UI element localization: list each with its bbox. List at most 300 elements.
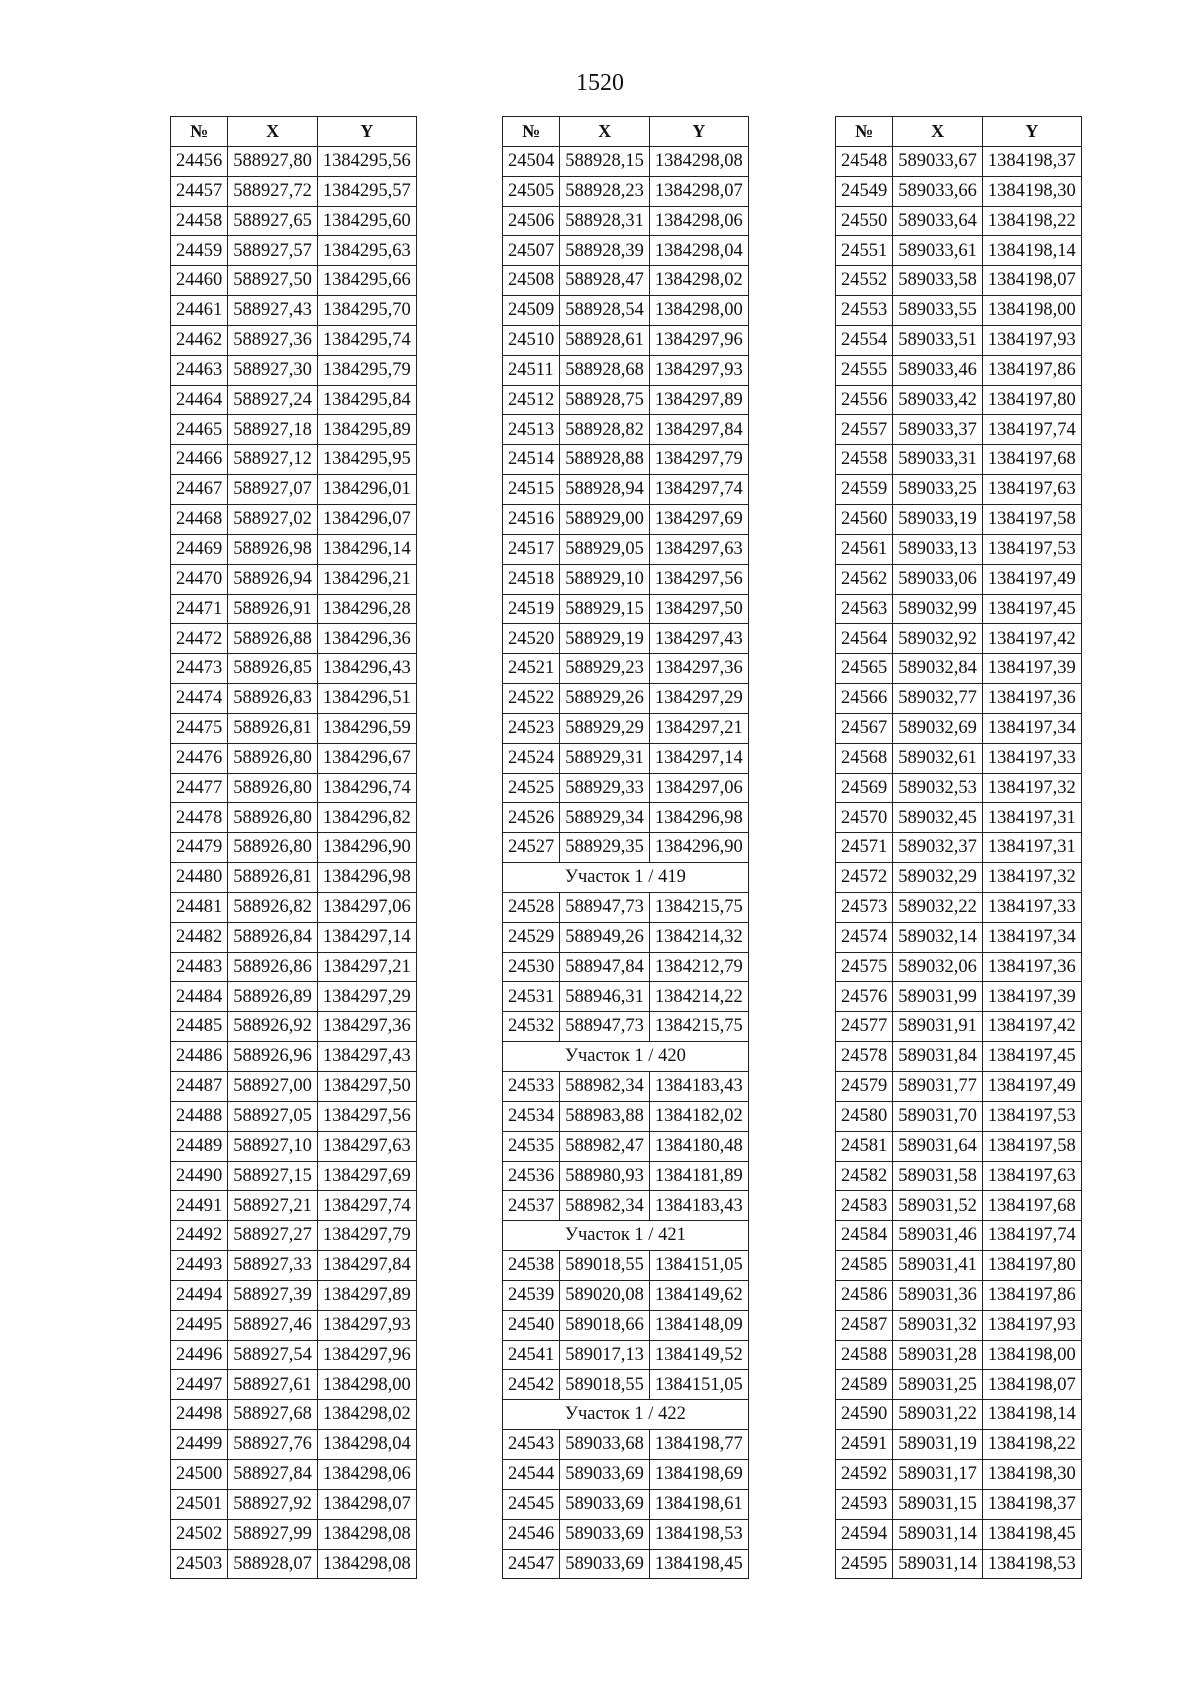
point-number: 24491	[171, 1191, 228, 1221]
table-row	[503, 564, 749, 594]
x-coordinate: 588927,27	[228, 1221, 318, 1251]
x-coordinate: 588947,84	[560, 952, 650, 982]
x-coordinate: 589031,25	[893, 1370, 983, 1400]
y-coordinate: 1384296,14	[317, 534, 416, 564]
table-row	[503, 176, 749, 206]
y-coordinate: 1384296,90	[317, 833, 416, 863]
point-number: 24585	[836, 1251, 893, 1281]
y-coordinate: 1384297,50	[649, 594, 748, 624]
x-coordinate: 588928,75	[560, 385, 650, 415]
y-coordinate: 1384198,00	[982, 296, 1081, 326]
header-x: X	[228, 117, 318, 147]
table-row	[503, 803, 749, 833]
table-row	[171, 1430, 417, 1460]
point-number: 24480	[171, 863, 228, 893]
table-row	[171, 176, 417, 206]
table-row	[503, 1310, 749, 1340]
table-row	[836, 1280, 1082, 1310]
y-coordinate: 1384297,74	[649, 475, 748, 505]
y-coordinate: 1384296,51	[317, 684, 416, 714]
x-coordinate: 589032,06	[893, 952, 983, 982]
x-coordinate: 588926,89	[228, 982, 318, 1012]
table-row	[503, 266, 749, 296]
point-number: 24546	[503, 1519, 560, 1549]
y-coordinate: 1384296,01	[317, 475, 416, 505]
table-row	[503, 1519, 749, 1549]
table-row	[836, 952, 1082, 982]
table-row	[171, 743, 417, 773]
table-row	[836, 1549, 1082, 1579]
y-coordinate: 1384197,49	[982, 1072, 1081, 1102]
table-row	[503, 475, 749, 505]
x-coordinate: 589033,61	[893, 236, 983, 266]
y-coordinate: 1384297,89	[317, 1280, 416, 1310]
y-coordinate: 1384197,33	[982, 743, 1081, 773]
point-number: 24580	[836, 1101, 893, 1131]
table-row	[171, 146, 417, 176]
point-number: 24556	[836, 385, 893, 415]
y-coordinate: 1384296,59	[317, 713, 416, 743]
table-header-row	[171, 117, 417, 147]
coordinate-table-2	[502, 116, 749, 1579]
point-number: 24522	[503, 684, 560, 714]
table-row	[836, 385, 1082, 415]
y-coordinate: 1384295,84	[317, 385, 416, 415]
point-number: 24547	[503, 1549, 560, 1579]
point-number: 24524	[503, 743, 560, 773]
x-coordinate: 589031,84	[893, 1042, 983, 1072]
table-row	[836, 1042, 1082, 1072]
point-number: 24482	[171, 922, 228, 952]
y-coordinate: 1384297,79	[649, 445, 748, 475]
table-row	[171, 385, 417, 415]
section-row	[503, 1400, 749, 1430]
point-number: 24488	[171, 1101, 228, 1131]
table-row	[503, 1251, 749, 1281]
point-number: 24512	[503, 385, 560, 415]
x-coordinate: 588927,39	[228, 1280, 318, 1310]
y-coordinate: 1384295,74	[317, 325, 416, 355]
table-row	[171, 1340, 417, 1370]
point-number: 24475	[171, 713, 228, 743]
point-number: 24527	[503, 833, 560, 863]
x-coordinate: 588928,61	[560, 325, 650, 355]
point-number: 24531	[503, 982, 560, 1012]
table-row	[503, 146, 749, 176]
point-number: 24494	[171, 1280, 228, 1310]
y-coordinate: 1384197,31	[982, 833, 1081, 863]
x-coordinate: 589031,46	[893, 1221, 983, 1251]
section-label: Участок 1 / 421	[503, 1221, 749, 1251]
table-row	[503, 355, 749, 385]
y-coordinate: 1384295,89	[317, 415, 416, 445]
point-number: 24581	[836, 1131, 893, 1161]
x-coordinate: 589033,06	[893, 564, 983, 594]
y-coordinate: 1384197,31	[982, 803, 1081, 833]
y-coordinate: 1384297,36	[317, 1012, 416, 1042]
y-coordinate: 1384198,61	[649, 1489, 748, 1519]
point-number: 24485	[171, 1012, 228, 1042]
y-coordinate: 1384296,21	[317, 564, 416, 594]
table-row	[171, 654, 417, 684]
table-row	[171, 1251, 417, 1281]
x-coordinate: 589033,68	[560, 1430, 650, 1460]
point-number: 24495	[171, 1310, 228, 1340]
table-row	[836, 1072, 1082, 1102]
point-number: 24510	[503, 325, 560, 355]
y-coordinate: 1384297,93	[649, 355, 748, 385]
y-coordinate: 1384297,79	[317, 1221, 416, 1251]
y-coordinate: 1384197,34	[982, 922, 1081, 952]
x-coordinate: 588927,92	[228, 1489, 318, 1519]
y-coordinate: 1384296,90	[649, 833, 748, 863]
table-row	[503, 1191, 749, 1221]
point-number: 24469	[171, 534, 228, 564]
y-coordinate: 1384296,43	[317, 654, 416, 684]
x-coordinate: 588928,39	[560, 236, 650, 266]
x-coordinate: 589033,69	[560, 1549, 650, 1579]
point-number: 24570	[836, 803, 893, 833]
table-row	[171, 504, 417, 534]
point-number: 24566	[836, 684, 893, 714]
x-coordinate: 589033,19	[893, 504, 983, 534]
point-number: 24484	[171, 982, 228, 1012]
section-label: Участок 1 / 420	[503, 1042, 749, 1072]
point-number: 24550	[836, 206, 893, 236]
table-row	[836, 176, 1082, 206]
y-coordinate: 1384197,32	[982, 863, 1081, 893]
table-row	[836, 534, 1082, 564]
y-coordinate: 1384297,74	[317, 1191, 416, 1221]
point-number: 24466	[171, 445, 228, 475]
x-coordinate: 588927,05	[228, 1101, 318, 1131]
x-coordinate: 588926,82	[228, 892, 318, 922]
table-row	[171, 1310, 417, 1340]
y-coordinate: 1384298,04	[649, 236, 748, 266]
point-number: 24464	[171, 385, 228, 415]
x-coordinate: 588927,00	[228, 1072, 318, 1102]
point-number: 24577	[836, 1012, 893, 1042]
point-number: 24465	[171, 415, 228, 445]
point-number: 24493	[171, 1251, 228, 1281]
point-number: 24515	[503, 475, 560, 505]
x-coordinate: 589033,69	[560, 1519, 650, 1549]
header-y: Y	[982, 117, 1081, 147]
x-coordinate: 588926,81	[228, 863, 318, 893]
table-row	[836, 146, 1082, 176]
y-coordinate: 1384149,52	[649, 1340, 748, 1370]
table-row	[836, 773, 1082, 803]
table-row	[171, 1221, 417, 1251]
y-coordinate: 1384298,00	[317, 1370, 416, 1400]
point-number: 24504	[503, 146, 560, 176]
table-row	[171, 236, 417, 266]
x-coordinate: 588982,34	[560, 1072, 650, 1102]
x-coordinate: 588947,73	[560, 892, 650, 922]
table-row	[836, 236, 1082, 266]
table-row	[503, 624, 749, 654]
table-row	[503, 206, 749, 236]
y-coordinate: 1384297,69	[649, 504, 748, 534]
x-coordinate: 588928,23	[560, 176, 650, 206]
y-coordinate: 1384198,77	[649, 1430, 748, 1460]
section-row	[503, 1042, 749, 1072]
table-row	[836, 475, 1082, 505]
table-row	[503, 1430, 749, 1460]
y-coordinate: 1384297,63	[317, 1131, 416, 1161]
y-coordinate: 1384297,84	[317, 1251, 416, 1281]
x-coordinate: 588927,43	[228, 296, 318, 326]
y-coordinate: 1384297,29	[649, 684, 748, 714]
y-coordinate: 1384197,86	[982, 355, 1081, 385]
table-row	[171, 325, 417, 355]
table-row	[171, 1161, 417, 1191]
table-row	[503, 1161, 749, 1191]
x-coordinate: 589031,52	[893, 1191, 983, 1221]
point-number: 24583	[836, 1191, 893, 1221]
table-row	[503, 236, 749, 266]
y-coordinate: 1384297,21	[317, 952, 416, 982]
table-row	[171, 1012, 417, 1042]
y-coordinate: 1384182,02	[649, 1101, 748, 1131]
x-coordinate: 588928,88	[560, 445, 650, 475]
x-coordinate: 589031,70	[893, 1101, 983, 1131]
point-number: 24492	[171, 1221, 228, 1251]
x-coordinate: 589031,22	[893, 1400, 983, 1430]
y-coordinate: 1384197,86	[982, 1280, 1081, 1310]
x-coordinate: 588927,07	[228, 475, 318, 505]
table-row	[171, 892, 417, 922]
point-number: 24520	[503, 624, 560, 654]
point-number: 24478	[171, 803, 228, 833]
y-coordinate: 1384297,06	[317, 892, 416, 922]
y-coordinate: 1384215,75	[649, 892, 748, 922]
x-coordinate: 589031,99	[893, 982, 983, 1012]
coordinate-table-1	[170, 116, 417, 1579]
x-coordinate: 589031,14	[893, 1549, 983, 1579]
x-coordinate: 588980,93	[560, 1161, 650, 1191]
x-coordinate: 589018,66	[560, 1310, 650, 1340]
point-number: 24595	[836, 1549, 893, 1579]
point-number: 24529	[503, 922, 560, 952]
y-coordinate: 1384197,39	[982, 654, 1081, 684]
table-row	[503, 1370, 749, 1400]
y-coordinate: 1384295,70	[317, 296, 416, 326]
table-row	[503, 1459, 749, 1489]
x-coordinate: 588926,80	[228, 743, 318, 773]
x-coordinate: 588927,54	[228, 1340, 318, 1370]
x-coordinate: 588983,88	[560, 1101, 650, 1131]
point-number: 24594	[836, 1519, 893, 1549]
x-coordinate: 589031,91	[893, 1012, 983, 1042]
table-row	[503, 892, 749, 922]
x-coordinate: 588928,07	[228, 1549, 318, 1579]
point-number: 24517	[503, 534, 560, 564]
y-coordinate: 1384197,32	[982, 773, 1081, 803]
x-coordinate: 589018,55	[560, 1370, 650, 1400]
y-coordinate: 1384148,09	[649, 1310, 748, 1340]
x-coordinate: 589032,29	[893, 863, 983, 893]
y-coordinate: 1384151,05	[649, 1370, 748, 1400]
table-row	[171, 594, 417, 624]
y-coordinate: 1384197,53	[982, 534, 1081, 564]
point-number: 24563	[836, 594, 893, 624]
y-coordinate: 1384297,36	[649, 654, 748, 684]
point-number: 24576	[836, 982, 893, 1012]
x-coordinate: 588927,02	[228, 504, 318, 534]
x-coordinate: 588929,15	[560, 594, 650, 624]
y-coordinate: 1384198,37	[982, 1489, 1081, 1519]
table-row	[836, 624, 1082, 654]
table-row	[836, 504, 1082, 534]
table-row	[503, 1489, 749, 1519]
table-row	[171, 803, 417, 833]
x-coordinate: 589033,13	[893, 534, 983, 564]
table-row	[503, 773, 749, 803]
table-row	[503, 1072, 749, 1102]
point-number: 24481	[171, 892, 228, 922]
x-coordinate: 589033,64	[893, 206, 983, 236]
y-coordinate: 1384197,80	[982, 385, 1081, 415]
table-row	[836, 1400, 1082, 1430]
point-number: 24471	[171, 594, 228, 624]
point-number: 24539	[503, 1280, 560, 1310]
table-row	[171, 1191, 417, 1221]
table-row	[171, 833, 417, 863]
x-coordinate: 588927,80	[228, 146, 318, 176]
x-coordinate: 588929,19	[560, 624, 650, 654]
point-number: 24535	[503, 1131, 560, 1161]
table-row	[836, 684, 1082, 714]
section-row	[503, 863, 749, 893]
table-row	[503, 325, 749, 355]
header-number: №	[171, 117, 228, 147]
table-row	[503, 684, 749, 714]
table-row	[171, 922, 417, 952]
point-number: 24462	[171, 325, 228, 355]
x-coordinate: 588926,86	[228, 952, 318, 982]
x-coordinate: 589032,69	[893, 713, 983, 743]
y-coordinate: 1384181,89	[649, 1161, 748, 1191]
y-coordinate: 1384297,14	[317, 922, 416, 952]
point-number: 24508	[503, 266, 560, 296]
y-coordinate: 1384298,00	[649, 296, 748, 326]
point-number: 24458	[171, 206, 228, 236]
point-number: 24543	[503, 1430, 560, 1460]
y-coordinate: 1384198,14	[982, 236, 1081, 266]
point-number: 24498	[171, 1400, 228, 1430]
y-coordinate: 1384197,93	[982, 1310, 1081, 1340]
table-row	[836, 206, 1082, 236]
y-coordinate: 1384151,05	[649, 1251, 748, 1281]
y-coordinate: 1384197,74	[982, 1221, 1081, 1251]
y-coordinate: 1384197,42	[982, 1012, 1081, 1042]
y-coordinate: 1384197,93	[982, 325, 1081, 355]
table-row	[836, 982, 1082, 1012]
point-number: 24511	[503, 355, 560, 385]
page-number: 1520	[576, 70, 624, 96]
point-number: 24538	[503, 1251, 560, 1281]
x-coordinate: 589031,77	[893, 1072, 983, 1102]
point-number: 24468	[171, 504, 228, 534]
y-coordinate: 1384198,22	[982, 1430, 1081, 1460]
point-number: 24565	[836, 654, 893, 684]
y-coordinate: 1384297,21	[649, 713, 748, 743]
point-number: 24472	[171, 624, 228, 654]
y-coordinate: 1384198,45	[649, 1549, 748, 1579]
x-coordinate: 588927,76	[228, 1430, 318, 1460]
y-coordinate: 1384298,07	[649, 176, 748, 206]
point-number: 24579	[836, 1072, 893, 1102]
table-row	[836, 1430, 1082, 1460]
point-number: 24503	[171, 1549, 228, 1579]
point-number: 24544	[503, 1459, 560, 1489]
coordinate-table-3	[835, 116, 1082, 1579]
point-number: 24568	[836, 743, 893, 773]
header-y: Y	[317, 117, 416, 147]
y-coordinate: 1384198,07	[982, 266, 1081, 296]
y-coordinate: 1384197,45	[982, 594, 1081, 624]
x-coordinate: 588926,80	[228, 773, 318, 803]
table-row	[171, 684, 417, 714]
y-coordinate: 1384197,63	[982, 475, 1081, 505]
y-coordinate: 1384297,96	[317, 1340, 416, 1370]
point-number: 24470	[171, 564, 228, 594]
x-coordinate: 588927,24	[228, 385, 318, 415]
point-number: 24486	[171, 1042, 228, 1072]
x-coordinate: 588947,73	[560, 1012, 650, 1042]
table-row	[171, 1459, 417, 1489]
header-y: Y	[649, 117, 748, 147]
x-coordinate: 589031,28	[893, 1340, 983, 1370]
table-row	[503, 833, 749, 863]
y-coordinate: 1384297,14	[649, 743, 748, 773]
y-coordinate: 1384197,49	[982, 564, 1081, 594]
table-row	[503, 1280, 749, 1310]
table-row	[503, 1131, 749, 1161]
table-row	[836, 1489, 1082, 1519]
point-number: 24555	[836, 355, 893, 385]
table-row	[836, 743, 1082, 773]
x-coordinate: 589031,19	[893, 1430, 983, 1460]
table-header-row	[503, 117, 749, 147]
point-number: 24490	[171, 1161, 228, 1191]
x-coordinate: 589031,17	[893, 1459, 983, 1489]
x-coordinate: 589031,36	[893, 1280, 983, 1310]
table-row	[836, 1221, 1082, 1251]
point-number: 24572	[836, 863, 893, 893]
table-row	[503, 445, 749, 475]
y-coordinate: 1384197,39	[982, 982, 1081, 1012]
point-number: 24461	[171, 296, 228, 326]
table-row	[836, 325, 1082, 355]
table-row	[171, 1370, 417, 1400]
x-coordinate: 589032,84	[893, 654, 983, 684]
y-coordinate: 1384198,53	[982, 1549, 1081, 1579]
point-number: 24578	[836, 1042, 893, 1072]
y-coordinate: 1384198,69	[649, 1459, 748, 1489]
point-number: 24477	[171, 773, 228, 803]
x-coordinate: 588927,15	[228, 1161, 318, 1191]
table-row	[171, 475, 417, 505]
x-coordinate: 588929,00	[560, 504, 650, 534]
x-coordinate: 588927,72	[228, 176, 318, 206]
y-coordinate: 1384197,68	[982, 445, 1081, 475]
y-coordinate: 1384296,28	[317, 594, 416, 624]
x-coordinate: 588926,98	[228, 534, 318, 564]
point-number: 24559	[836, 475, 893, 505]
x-coordinate: 588927,84	[228, 1459, 318, 1489]
